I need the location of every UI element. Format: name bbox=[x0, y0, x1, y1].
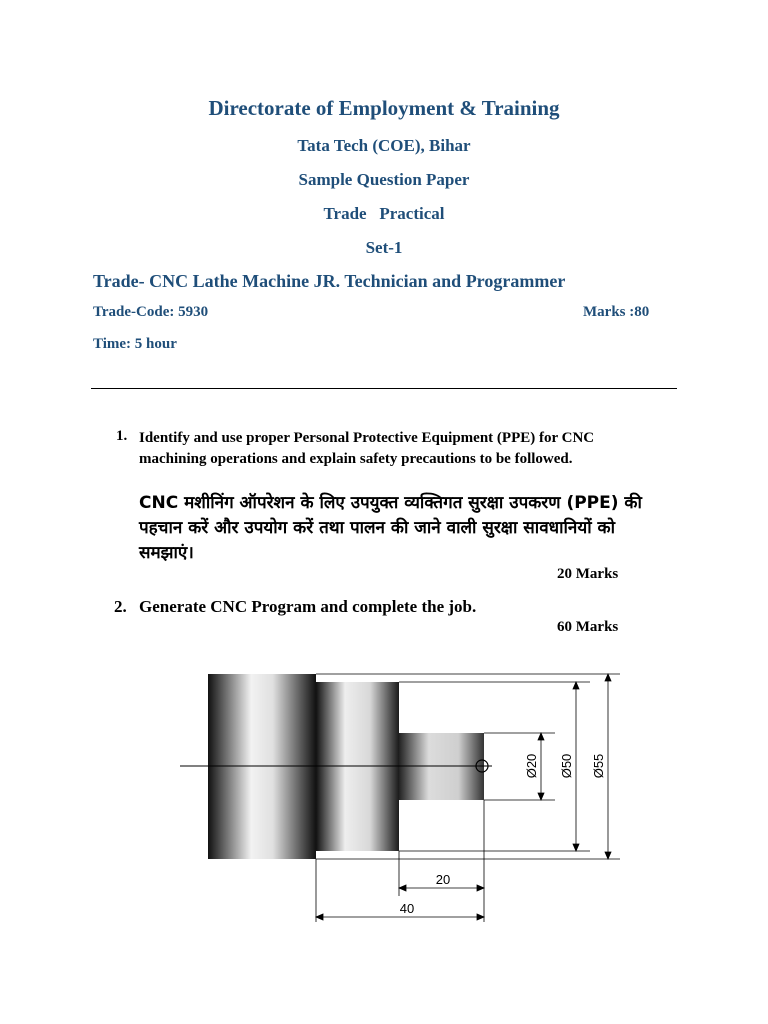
dim-label-d50: Ø50 bbox=[559, 753, 574, 779]
document-title: Directorate of Employment & Training bbox=[208, 96, 560, 120]
question-1-number: 1. bbox=[116, 428, 128, 444]
institute-line: Tata Tech (COE), Bihar bbox=[297, 136, 471, 155]
trade-type-line: Trade Practical bbox=[323, 204, 445, 223]
question-2-marks: 60 Marks bbox=[557, 619, 619, 635]
time-limit: Time: 5 hour bbox=[93, 336, 177, 352]
trade-name: Trade- CNC Lathe Machine JR. Technician and Programmer bbox=[93, 271, 566, 291]
question-1-text-english: Identify and use proper Personal Protective Equipment (PPE) for CNC machining operations and explain safety precautions to be followed. bbox=[139, 430, 595, 467]
set-line: Set-1 bbox=[365, 238, 403, 257]
paper-type-line: Sample Question Paper bbox=[298, 170, 470, 189]
question-1-marks: 20 Marks bbox=[557, 566, 619, 582]
trade-code: Trade-Code: 5930 bbox=[93, 304, 209, 320]
header-divider bbox=[91, 388, 677, 389]
question-2-text: Generate CNC Program and complete the job. bbox=[139, 597, 477, 616]
dim-label-d20: Ø20 bbox=[524, 753, 539, 779]
total-marks: Marks :80 bbox=[583, 304, 650, 320]
question-2-number: 2. bbox=[114, 597, 127, 616]
cnc-part-drawing bbox=[170, 660, 630, 930]
question-1-text-hindi: CNC मशीनिंग ऑपरेशन के लिए उपयुक्त व्यक्तिगत सुरक्षा उपकरण (PPE) की पहचान करें और उपयोग करें तथा पालन की जाने वाली सुरक्षा सावधानियों को समझाएं। bbox=[139, 493, 642, 563]
dim-label-len40: 40 bbox=[399, 901, 415, 916]
dim-label-d55: Ø55 bbox=[591, 753, 606, 779]
dim-label-len20: 20 bbox=[435, 872, 451, 887]
